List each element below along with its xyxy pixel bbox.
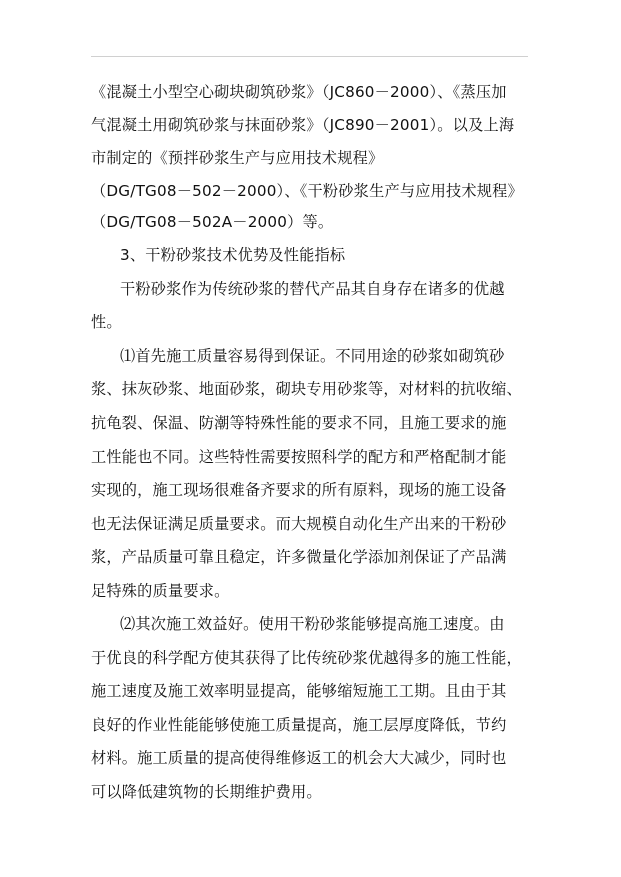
text-line: 施工速度及施工效率明显提高，能够缩短施工工期。且由于其	[91, 682, 507, 700]
header-rule	[91, 56, 528, 57]
text-line: 市制定的《预拌砂浆生产与应用技术规程》	[91, 149, 384, 167]
text-line: 材料。施工质量的提高使得维修返工的机会大大减少，同时也	[91, 749, 507, 767]
text-line: 干粉砂浆作为传统砂浆的替代产品其自身存在诸多的优越	[120, 280, 505, 298]
text-line: 实现的，施工现场很难备齐要求的所有原料，现场的施工设备	[91, 481, 507, 499]
text-line: 工性能也不同。这些特性需要按照科学的配方和严格配制才能	[91, 448, 507, 466]
text-line: （DG/TG08－502A－2000）等。	[91, 213, 334, 231]
text-line: 性。	[91, 313, 122, 331]
text-line: （DG/TG08－502－2000）、《干粉砂浆生产与应用技术规程》	[91, 182, 523, 200]
text-line: 抗龟裂、保温、防潮等特殊性能的要求不同，且施工要求的施	[91, 414, 507, 432]
text-line: 足特殊的质量要求。	[91, 582, 230, 600]
text-line: 良好的作业性能能够使施工质量提高，施工层厚度降低，节约	[91, 716, 507, 734]
text-line: ⑵其次施工效益好。使用干粉砂浆能够提高施工速度。由	[120, 615, 505, 633]
text-line: 可以降低建筑物的长期维护费用。	[91, 783, 322, 801]
section-heading: 3、干粉砂浆技术优势及性能指标	[120, 246, 346, 264]
text-line: 《混凝土小型空心砌块砌筑砂浆》（JC860－2000）、《蒸压加	[91, 83, 507, 101]
text-line: 于优良的科学配方使其获得了比传统砂浆优越得多的施工性能，	[91, 649, 522, 667]
text-line: ⑴首先施工质量容易得到保证。不同用途的砂浆如砌筑砂	[120, 347, 505, 365]
text-line: 浆、抹灰砂浆、地面砂浆，砌块专用砂浆等，对材料的抗收缩、	[91, 380, 522, 398]
text-line: 气混凝土用砌筑砂浆与抹面砂浆》（JC890－2001）。以及上海	[91, 116, 515, 134]
text-line: 浆，产品质量可靠且稳定，许多微量化学添加剂保证了产品满	[91, 548, 507, 566]
text-line: 也无法保证满足质量要求。而大规模自动化生产出来的干粉砂	[91, 515, 507, 533]
